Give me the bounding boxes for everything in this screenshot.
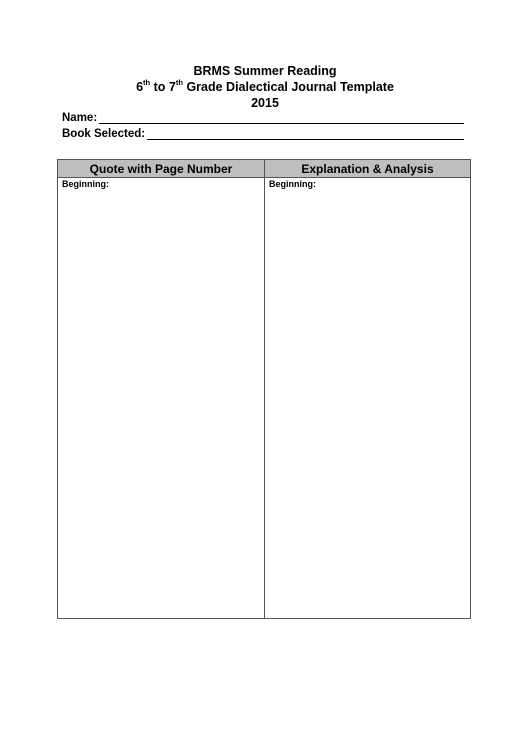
book-field-row	[62, 128, 464, 141]
grade-to-word: to	[153, 80, 166, 94]
name-line[interactable]	[99, 112, 464, 124]
analysis-beginning-label: Beginning:	[269, 179, 316, 189]
quote-column-header: Quote with Page Number	[58, 160, 264, 178]
quote-column-cell[interactable]	[58, 178, 264, 618]
analysis-column-cell[interactable]	[265, 178, 470, 618]
grade-to-suffix: th	[175, 77, 183, 87]
book-line[interactable]	[147, 128, 464, 140]
grade-to: 7	[168, 80, 176, 94]
quote-beginning-label: Beginning:	[62, 179, 109, 189]
document-header	[0, 63, 530, 111]
book-label: Book Selected:	[62, 128, 146, 140]
subtitle-rest: Grade Dialectical Journal Template	[186, 80, 394, 94]
document-year: 2015	[251, 96, 279, 110]
document-title: BRMS Summer Reading	[193, 64, 337, 78]
journal-table	[57, 159, 471, 619]
name-field-row	[62, 112, 464, 125]
grade-from-suffix: th	[143, 77, 151, 87]
analysis-column-header: Explanation & Analysis	[265, 160, 470, 178]
document-subtitle	[0, 79, 530, 95]
analysis-column	[264, 160, 470, 618]
grade-from: 6	[136, 80, 144, 94]
name-label: Name:	[62, 112, 98, 124]
quote-column	[58, 160, 264, 618]
